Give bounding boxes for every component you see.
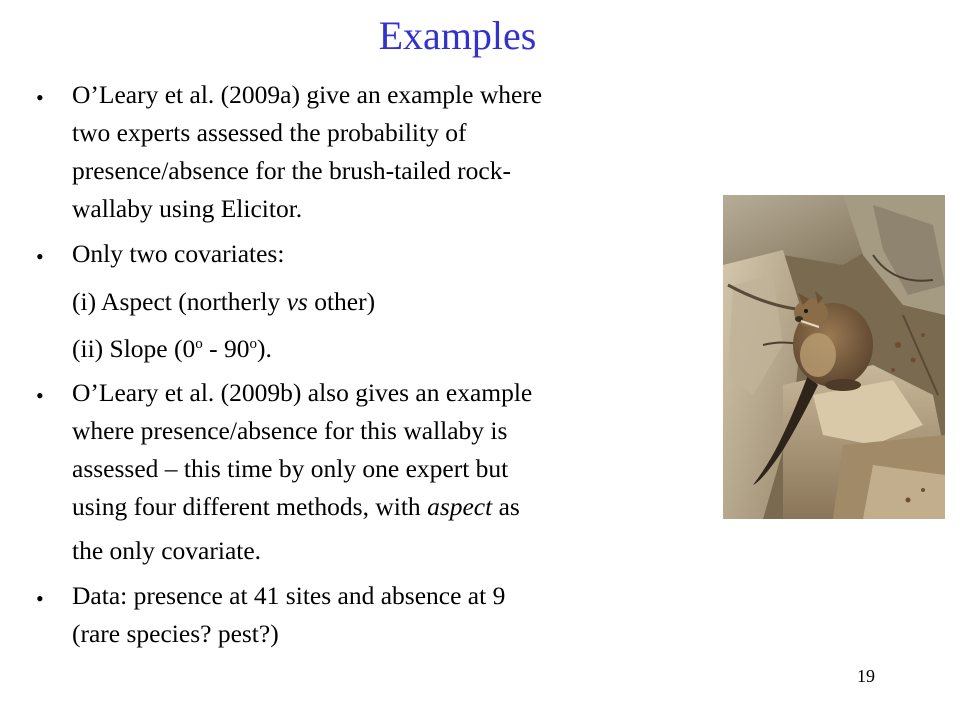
methods-text: using four different methods, with <box>72 492 428 521</box>
bullet-2-line-1: Only two covariates: <box>72 239 285 268</box>
slide-title: Examples <box>378 13 537 58</box>
degree-superscript: o <box>249 336 257 352</box>
bullet-marker: • <box>36 383 44 408</box>
methods-text-end: as <box>492 492 520 521</box>
bullet-3-line-5: the only covariate. <box>72 536 262 565</box>
page-number: 19 <box>857 666 875 686</box>
bullet-marker: • <box>36 586 44 611</box>
bullet-3-line-2: where presence/absence for this wallaby is <box>72 416 508 445</box>
degree-superscript: o <box>195 336 203 352</box>
bullet-marker: • <box>36 244 44 269</box>
bullet-1-line-1: O’Leary et al. (2009a) give an example where <box>72 80 543 109</box>
wallaby-illustration <box>723 195 945 519</box>
aspect-italic: aspect <box>427 492 493 521</box>
rock-wallaby-photo <box>722 194 946 520</box>
bullet-2-aspect-line <box>72 287 375 317</box>
bullet-4-line-1: Data: presence at 41 sites and absence at 9 <box>72 581 506 610</box>
slope-text-end: ). <box>256 334 272 363</box>
bullet-2-slope-line <box>72 334 272 364</box>
slope-text-mid: - 90 <box>202 334 250 363</box>
aspect-text: (i) Aspect (northerly <box>72 287 287 316</box>
bullet-3-line-4 <box>72 492 520 522</box>
bullet-3-line-3: assessed – this time by only one expert but <box>72 454 509 483</box>
bullet-marker: • <box>36 85 44 110</box>
bullet-1-line-4: wallaby using Elicitor. <box>72 194 303 223</box>
bullet-1-line-3: presence/absence for the brush-tailed rock- <box>72 156 511 185</box>
vs-italic: vs <box>286 287 308 316</box>
slope-text: (ii) Slope (0 <box>72 334 196 363</box>
bullet-4-line-2: (rare species? pest?) <box>72 619 279 648</box>
bullet-3-line-1: O’Leary et al. (2009b) also gives an example <box>72 378 533 407</box>
aspect-text-end: other) <box>307 287 376 316</box>
bullet-1-line-2: two experts assessed the probability of <box>72 118 467 147</box>
